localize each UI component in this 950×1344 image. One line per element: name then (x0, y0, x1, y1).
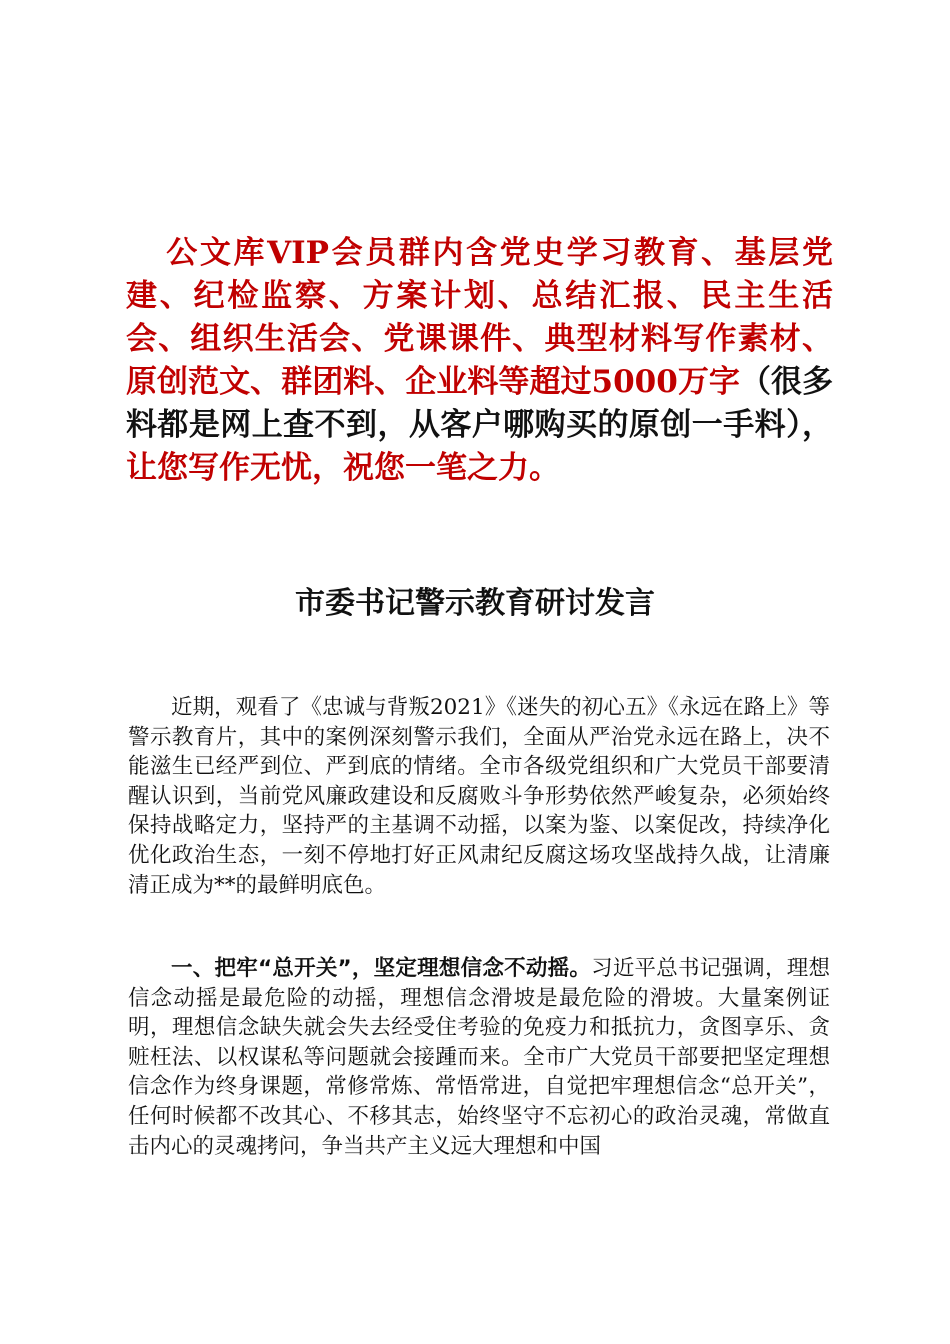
intro-paragraph: 近期，观看了《忠诚与背叛2021》《迷失的初心五》《永远在路上》等警示教育片，其中的案例深刻警示我们，全面从严治党永远在路上，决不能滋生已经严到位、严到底的情绪。全市各级党组织和广大党员干部要清醒认识到，当前党风廉政建设和反腐败斗争形势依然严峻复杂，必须始终保持战略定力，坚持严的主基调不动摇，以案为鉴、以案促改，持续净化优化政治生态，一刻不停地打好正风肃纪反腐这场攻坚战持久战，让清廉清正成为**的最鲜明底色。 (128, 695, 830, 898)
promo-text-closing: 让您写作无忧，祝您一笔之力。 (126, 450, 560, 486)
promo-text-red: 公文库VIP会员群内含党史学习教育、基层党建、纪检监察、方案计划、总结汇报、民主生活会、组织生活会、党课课件、典型材料写作素材、原创范文、群团料、企业料等超过5000万字 (126, 235, 833, 400)
promo-text-black: （很多料都是网上查不到，从客户哪购买的原创一手料）， (126, 364, 834, 443)
section-1-heading: 一、把牢“总开关”，坚定理想信念不动摇。 (171, 956, 592, 981)
section-1-body: 习近平总书记强调，理想信念动摇是最危险的动摇，理想信念滑坡是最危险的滑坡。大量案例证明，理想信念缺失就会失去经受住考验的免疫力和抵抗力，贪图享乐、贪赃枉法、以权谋私等问题就会接踵而来。全市广大党员干部要把坚定理想信念作为终身课题，常修常炼、常悟常进，自觉把牢理想信念“总开关”，任何时候都不改其心、不移其志，始终坚守不忘初心的政治灵魂，常做直击内心的灵魂拷问，争当共产主义远大理想和中国 (128, 956, 830, 1159)
section-1-paragraph (128, 954, 830, 1161)
document-title: 市委书记警示教育研讨发言 (295, 586, 655, 621)
promo-banner (126, 232, 833, 490)
